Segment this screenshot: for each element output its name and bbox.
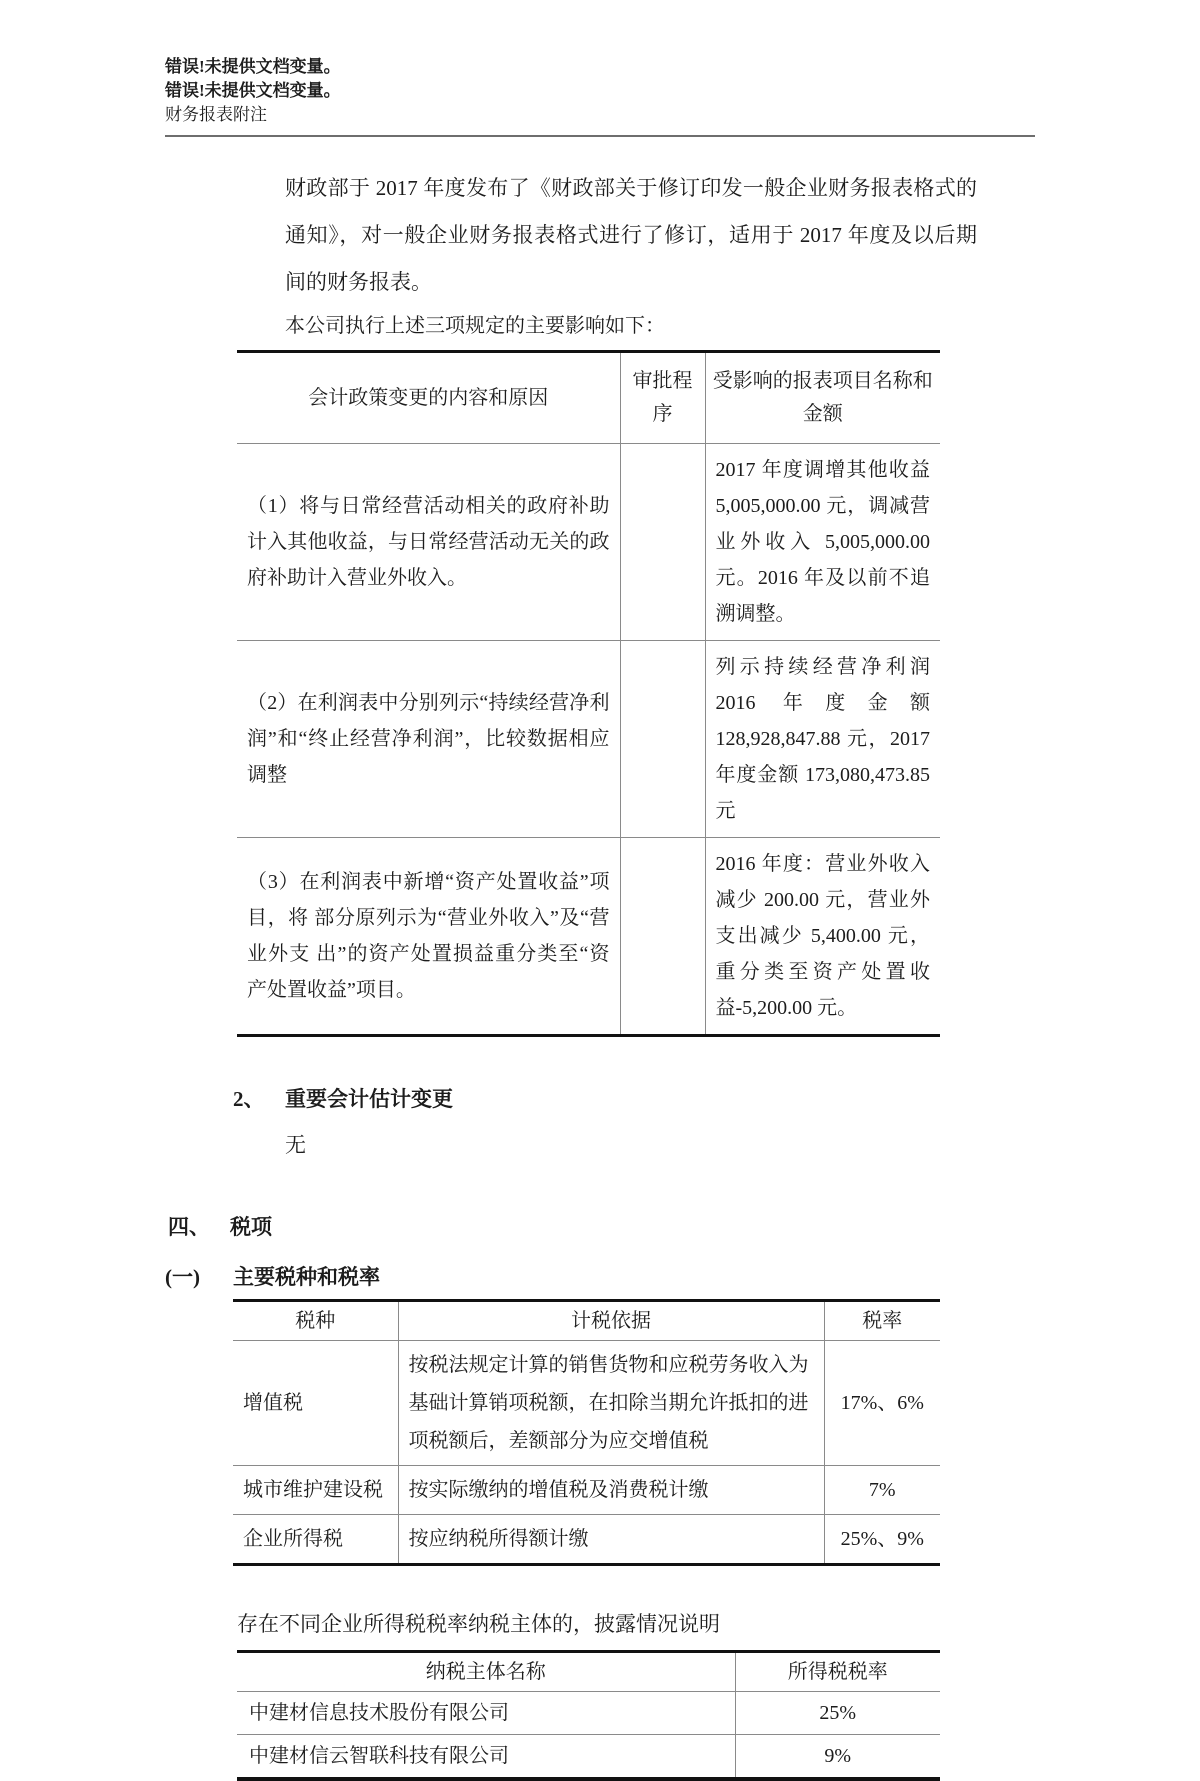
policy-header-content: 会计政策变更的内容和原因	[237, 352, 620, 444]
policy-cell-impact: 2017 年度调增其他收益 5,005,000.00 元，调减营业外收入 5,005,000.00 元。2016 年及以前不追溯调整。	[705, 444, 940, 641]
table-row	[233, 1466, 940, 1515]
entity-cell-rate: 9%	[735, 1735, 940, 1780]
table-row	[233, 1515, 940, 1565]
entity-header-rate: 所得税税率	[735, 1652, 940, 1692]
header-divider	[165, 135, 1035, 137]
intro-paragraph: 财政部于 2017 年度发布了《财政部关于修订印发一般企业财务报表格式的通知》，对一般企业财务报表格式进行了修订，适用于 2017 年度及以后期间的财务报表。	[285, 176, 977, 294]
tax-cell-type: 企业所得税	[233, 1515, 398, 1565]
table-row	[237, 1692, 940, 1735]
tax-cell-basis: 按税法规定计算的销售货物和应税劳务收入为基础计算销项税额，在扣除当期允许抵扣的进项税额后，差额部分为应交增值税	[398, 1341, 824, 1466]
tax-header-row	[233, 1301, 940, 1341]
policy-change-table	[237, 350, 940, 1037]
section-estimates-heading	[233, 1083, 1035, 1113]
header-error-line-2: 错误!未提供文档变量。	[165, 81, 341, 100]
section-estimates-title: 重要会计估计变更	[285, 1087, 453, 1111]
section-tax-heading	[168, 1211, 1035, 1241]
entity-header-name: 纳税主体名称	[237, 1652, 735, 1692]
policy-cell-content: （1）将与日常经营活动相关的政府补助计入其他收益，与日常经营活动无关的政府补助计入营业外收入。	[237, 444, 620, 641]
entity-header-row	[237, 1652, 940, 1692]
policy-cell-impact: 2016 年度：营业外收入减少 200.00 元，营业外支出减少 5,400.00 元，重分类至资产处置收益-5,200.00 元。	[705, 838, 940, 1036]
policy-header-row	[237, 352, 940, 444]
tax-cell-rate: 17%、6%	[824, 1341, 940, 1466]
tax-cell-basis: 按应纳税所得额计缴	[398, 1515, 824, 1565]
subsection-rates-number: (一)	[165, 1265, 200, 1289]
policy-cell-approval	[620, 641, 705, 838]
tax-header-type: 税种	[233, 1301, 398, 1341]
header-doc-section: 财务报表附注	[165, 105, 267, 124]
table-row	[237, 444, 940, 641]
table-row	[237, 641, 940, 838]
tax-cell-type: 增值税	[233, 1341, 398, 1466]
policy-cell-content: （2）在利润表中分别列示“持续经营净利润”和“终止经营净利润”，比较数据相应调整	[237, 641, 620, 838]
subsection-rates-title: 主要税种和税率	[233, 1265, 380, 1289]
disclosure-note: 存在不同企业所得税税率纳税主体的，披露情况说明	[237, 1612, 720, 1636]
subsection-rates-heading	[165, 1261, 1035, 1291]
entity-cell-name: 中建材信息技术股份有限公司	[237, 1692, 735, 1735]
tax-cell-basis: 按实际缴纳的增值税及消费税计缴	[398, 1466, 824, 1515]
policy-cell-content: （3）在利润表中新增“资产处置收益”项目，将 部分原列示为“营业外收入”及“营业外支 出”的资产处置损益重分类至“资产处置收益”项目。	[237, 838, 620, 1036]
policy-cell-approval	[620, 444, 705, 641]
tax-cell-type: 城市维护建设税	[233, 1466, 398, 1515]
document-header	[165, 55, 1035, 127]
tax-cell-rate: 7%	[824, 1466, 940, 1515]
tax-header-rate: 税率	[824, 1301, 940, 1341]
policy-cell-impact: 列示持续经营净利润 2016 年度金额 128,928,847.88 元，2017 年度金额 173,080,473.85 元	[705, 641, 940, 838]
table-lead-in: 本公司执行上述三项规定的主要影响如下：	[285, 315, 665, 337]
table-row	[233, 1341, 940, 1466]
policy-cell-approval	[620, 838, 705, 1036]
tax-entity-table	[237, 1650, 940, 1781]
policy-header-impact: 受影响的报表项目名称和金额	[705, 352, 940, 444]
tax-rate-table	[233, 1299, 940, 1566]
table-row	[237, 1735, 940, 1780]
header-error-line-1: 错误!未提供文档变量。	[165, 57, 341, 76]
tax-cell-rate: 25%、9%	[824, 1515, 940, 1565]
section-tax-title: 税项	[230, 1215, 272, 1239]
policy-header-approval: 审批程序	[620, 352, 705, 444]
entity-cell-rate: 25%	[735, 1692, 940, 1735]
table-row	[237, 838, 940, 1036]
section-tax-number: 四、	[168, 1215, 210, 1239]
section-estimates-body: 无	[285, 1133, 306, 1157]
tax-header-basis: 计税依据	[398, 1301, 824, 1341]
section-estimates-number: 2、	[233, 1087, 265, 1111]
entity-cell-name: 中建材信云智联科技有限公司	[237, 1735, 735, 1780]
